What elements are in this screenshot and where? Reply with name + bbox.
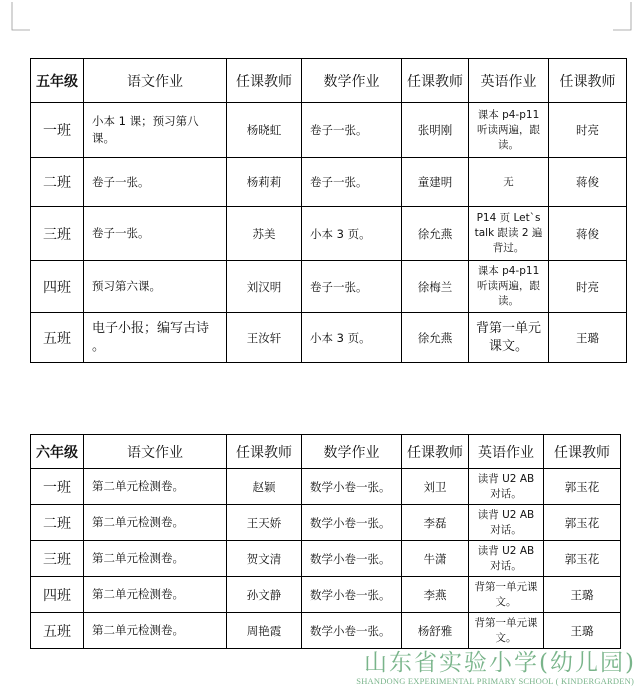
chinese-teacher: 杨莉莉 — [227, 158, 302, 207]
math-homework-header: 数学作业 — [302, 435, 402, 469]
chinese-homework: 第二单元检测卷。 — [84, 577, 227, 613]
table-header-row — [31, 59, 627, 103]
english-teacher: 蒋俊 — [549, 158, 627, 207]
english-homework: 无 — [469, 158, 549, 207]
teacher-header: 任课教师 — [402, 59, 469, 103]
english-homework: 课本 p4-p11 听读两遍，跟读。 — [469, 103, 549, 158]
chinese-homework: 电子小报；编写古诗 。 — [84, 313, 227, 363]
english-homework: P14 页 Let`s talk 跟读 2 遍 背过。 — [469, 207, 549, 261]
chinese-teacher: 周艳霞 — [227, 613, 302, 649]
grade5-homework-table — [30, 58, 627, 363]
school-name-chinese: 山东省实验小学(幼儿园) — [364, 650, 636, 676]
class-name: 二班 — [31, 158, 84, 207]
class-name: 一班 — [31, 469, 84, 505]
table-header-row — [31, 435, 621, 469]
math-homework: 小本 3 页。 — [302, 207, 402, 261]
chinese-homework: 小本 1 课；预习第八课。 — [84, 103, 227, 158]
math-homework-header: 数学作业 — [302, 59, 402, 103]
class-name: 三班 — [31, 207, 84, 261]
table-row — [31, 577, 621, 613]
chinese-homework: 第二单元检测卷。 — [84, 505, 227, 541]
chinese-teacher: 孙文静 — [227, 577, 302, 613]
math-teacher: 牛潇 — [402, 541, 469, 577]
class-name: 五班 — [31, 313, 84, 363]
math-homework: 卷子一张。 — [302, 158, 402, 207]
chinese-teacher: 王天娇 — [227, 505, 302, 541]
english-homework: 背第一单元课文。 — [469, 313, 549, 363]
chinese-teacher: 杨晓虹 — [227, 103, 302, 158]
school-logo — [338, 644, 638, 694]
english-homework: 读背 U2 AB 对话。 — [469, 541, 544, 577]
teacher-header: 任课教师 — [544, 435, 621, 469]
math-homework: 数学小卷一张。 — [302, 541, 402, 577]
chinese-homework: 第二单元检测卷。 — [84, 469, 227, 505]
class-name: 一班 — [31, 103, 84, 158]
math-homework: 卷子一张。 — [302, 261, 402, 313]
english-homework-header: 英语作业 — [469, 435, 544, 469]
english-teacher: 郭玉花 — [544, 541, 621, 577]
class-name: 四班 — [31, 261, 84, 313]
math-teacher: 徐允燕 — [402, 313, 469, 363]
chinese-homework: 卷子一张。 — [84, 158, 227, 207]
math-homework: 数学小卷一张。 — [302, 613, 402, 649]
math-homework: 数学小卷一张。 — [302, 577, 402, 613]
chinese-homework: 预习第六课。 — [84, 261, 227, 313]
table-row — [31, 469, 621, 505]
math-teacher: 杨舒雅 — [402, 613, 469, 649]
math-homework: 数学小卷一张。 — [302, 469, 402, 505]
table-row — [31, 505, 621, 541]
math-teacher: 刘卫 — [402, 469, 469, 505]
english-homework-header: 英语作业 — [469, 59, 549, 103]
math-homework: 数学小卷一张。 — [302, 505, 402, 541]
table-row — [31, 261, 627, 313]
english-teacher: 王璐 — [544, 577, 621, 613]
math-homework: 卷子一张。 — [302, 103, 402, 158]
grade-header: 六年级 — [31, 435, 84, 469]
english-teacher: 郭玉花 — [544, 469, 621, 505]
teacher-header: 任课教师 — [549, 59, 627, 103]
english-homework: 读背 U2 AB 对话。 — [469, 505, 544, 541]
teacher-header: 任课教师 — [402, 435, 469, 469]
page-corner-marks — [0, 0, 643, 60]
chinese-teacher: 刘汉明 — [227, 261, 302, 313]
table-row — [31, 158, 627, 207]
english-teacher: 王璐 — [544, 613, 621, 649]
table-row — [31, 313, 627, 363]
english-teacher: 郭玉花 — [544, 505, 621, 541]
class-name: 二班 — [31, 505, 84, 541]
class-name: 三班 — [31, 541, 84, 577]
teacher-header: 任课教师 — [227, 59, 302, 103]
table-row — [31, 541, 621, 577]
english-homework: 背第一单元课文。 — [469, 577, 544, 613]
table-row — [31, 207, 627, 261]
teacher-header: 任课教师 — [227, 435, 302, 469]
math-teacher: 李燕 — [402, 577, 469, 613]
chinese-teacher: 赵颖 — [227, 469, 302, 505]
table-row — [31, 103, 627, 158]
math-teacher: 张明刚 — [402, 103, 469, 158]
grade-header: 五年级 — [31, 59, 84, 103]
chinese-teacher: 苏美 — [227, 207, 302, 261]
english-homework: 课本 p4-p11 听读两遍，跟读。 — [469, 261, 549, 313]
chinese-teacher: 王汝轩 — [227, 313, 302, 363]
math-teacher: 李磊 — [402, 505, 469, 541]
chinese-homework: 卷子一张。 — [84, 207, 227, 261]
math-homework: 小本 3 页。 — [302, 313, 402, 363]
school-name-english: SHANDONG EXPERIMENTAL PRIMARY SCHOOL ( KINDERGARDEN) — [356, 676, 634, 686]
grade6-homework-table — [30, 434, 621, 649]
chinese-homework: 第二单元检测卷。 — [84, 541, 227, 577]
chinese-homework: 第二单元检测卷。 — [84, 613, 227, 649]
math-teacher: 童建明 — [402, 158, 469, 207]
math-teacher: 徐梅兰 — [402, 261, 469, 313]
class-name: 五班 — [31, 613, 84, 649]
english-teacher: 王璐 — [549, 313, 627, 363]
english-homework: 读背 U2 AB 对话。 — [469, 469, 544, 505]
class-name: 四班 — [31, 577, 84, 613]
english-teacher: 时亮 — [549, 103, 627, 158]
chinese-homework-header: 语文作业 — [84, 435, 227, 469]
math-teacher: 徐允燕 — [402, 207, 469, 261]
english-homework: 背第一单元课文。 — [469, 613, 544, 649]
english-teacher: 时亮 — [549, 261, 627, 313]
english-teacher: 蒋俊 — [549, 207, 627, 261]
chinese-teacher: 贺文清 — [227, 541, 302, 577]
chinese-homework-header: 语文作业 — [84, 59, 227, 103]
